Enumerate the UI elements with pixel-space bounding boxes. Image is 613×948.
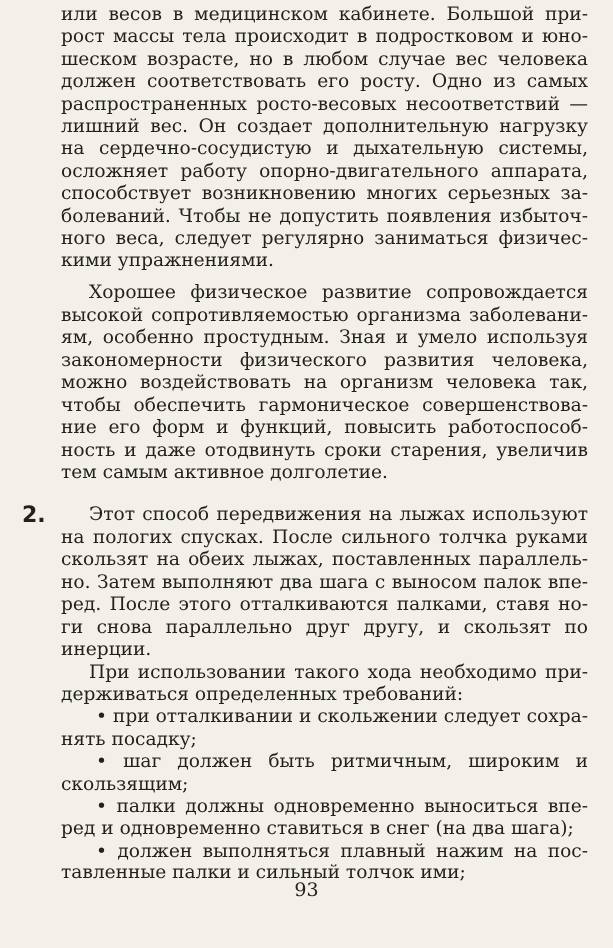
page-number: 93 bbox=[294, 879, 319, 901]
text-line: Хорошее физическое развитие сопровождается bbox=[89, 282, 588, 303]
text-line: но. Затем выполняют два шага с выносом палок впе- bbox=[61, 572, 588, 593]
text-line: способствует возникновению многих серьезных за- bbox=[61, 183, 588, 204]
text-line: осложняет работу опорно-двигательного аппарата, bbox=[61, 161, 588, 182]
text-line: на сердечно-сосудистую и дыхательную системы, bbox=[61, 138, 588, 159]
text-line: скользят на обеих лыжах, поставленных параллель- bbox=[61, 549, 588, 570]
text-line: или весов в медицинском кабинете. Большой при- bbox=[61, 4, 588, 25]
text-line: ние его форм и функций, повысить работоспособ- bbox=[61, 417, 588, 438]
bullet-continuation: нять посадку; bbox=[61, 729, 197, 750]
bullet-continuation: тавленные палки и сильный толчок ими; bbox=[61, 862, 466, 883]
text-line: закономерности физического развития человека, bbox=[61, 350, 588, 371]
text-line: должен соответствовать его росту. Одно из самых bbox=[61, 71, 588, 92]
text-line: ги снова параллельно друг другу, и скользят по bbox=[61, 617, 588, 638]
text-line: чтобы обеспечить гармоническое совершенствова- bbox=[61, 395, 588, 416]
text-line: инерции. bbox=[61, 639, 152, 660]
text-line: ред. После этого отталкиваются палками, ставя но- bbox=[61, 594, 588, 615]
text-line: Этот способ передвижения на лыжах используют bbox=[89, 504, 588, 525]
text-line: кими упражнениями. bbox=[61, 250, 274, 271]
text-line: распространенных росто-весовых несоответствий — bbox=[61, 94, 588, 115]
bullet-item: • при отталкивании и скольжении следует сохра- bbox=[96, 706, 588, 727]
text-line: можно воздействовать на организм человека так, bbox=[61, 372, 588, 393]
bullet-continuation: ред и одновременно ставиться в снег (на два шага); bbox=[61, 818, 574, 839]
text-line: шеском возрасте, но в любом случае вес человека bbox=[61, 49, 588, 70]
item-number: 2. bbox=[22, 503, 46, 528]
bullet-continuation: скользящим; bbox=[61, 774, 189, 795]
bullet-item: • палки должны одновременно выноситься впе- bbox=[96, 796, 588, 817]
text-line: рост массы тела происходит в подростковом и юно- bbox=[61, 26, 588, 47]
bullet-item: • шаг должен быть ритмичным, широким и bbox=[96, 751, 588, 772]
text-line: тем самым активное долголетие. bbox=[61, 462, 388, 483]
text-line: ного веса, следует регулярно заниматься физичес- bbox=[61, 228, 588, 249]
text-line: на пологих спусках. После сильного толчка руками bbox=[61, 527, 588, 548]
text-line: болеваний. Чтобы не допустить появления избыточ- bbox=[61, 206, 588, 227]
text-line: При использовании такого хода необходимо при- bbox=[89, 662, 588, 683]
text-line: ям, особенно простудным. Зная и умело используя bbox=[61, 327, 588, 348]
bullet-item: • должен выполняться плавный нажим на пос- bbox=[96, 841, 588, 862]
text-line: высокой сопротивляемостью организма заболевани- bbox=[61, 305, 588, 326]
text-line: ность и даже отодвинуть сроки старения, увеличив bbox=[61, 440, 588, 461]
text-line: держиваться определенных требований: bbox=[61, 684, 464, 705]
text-line: лишний вес. Он создает дополнительную нагрузку bbox=[61, 116, 588, 137]
